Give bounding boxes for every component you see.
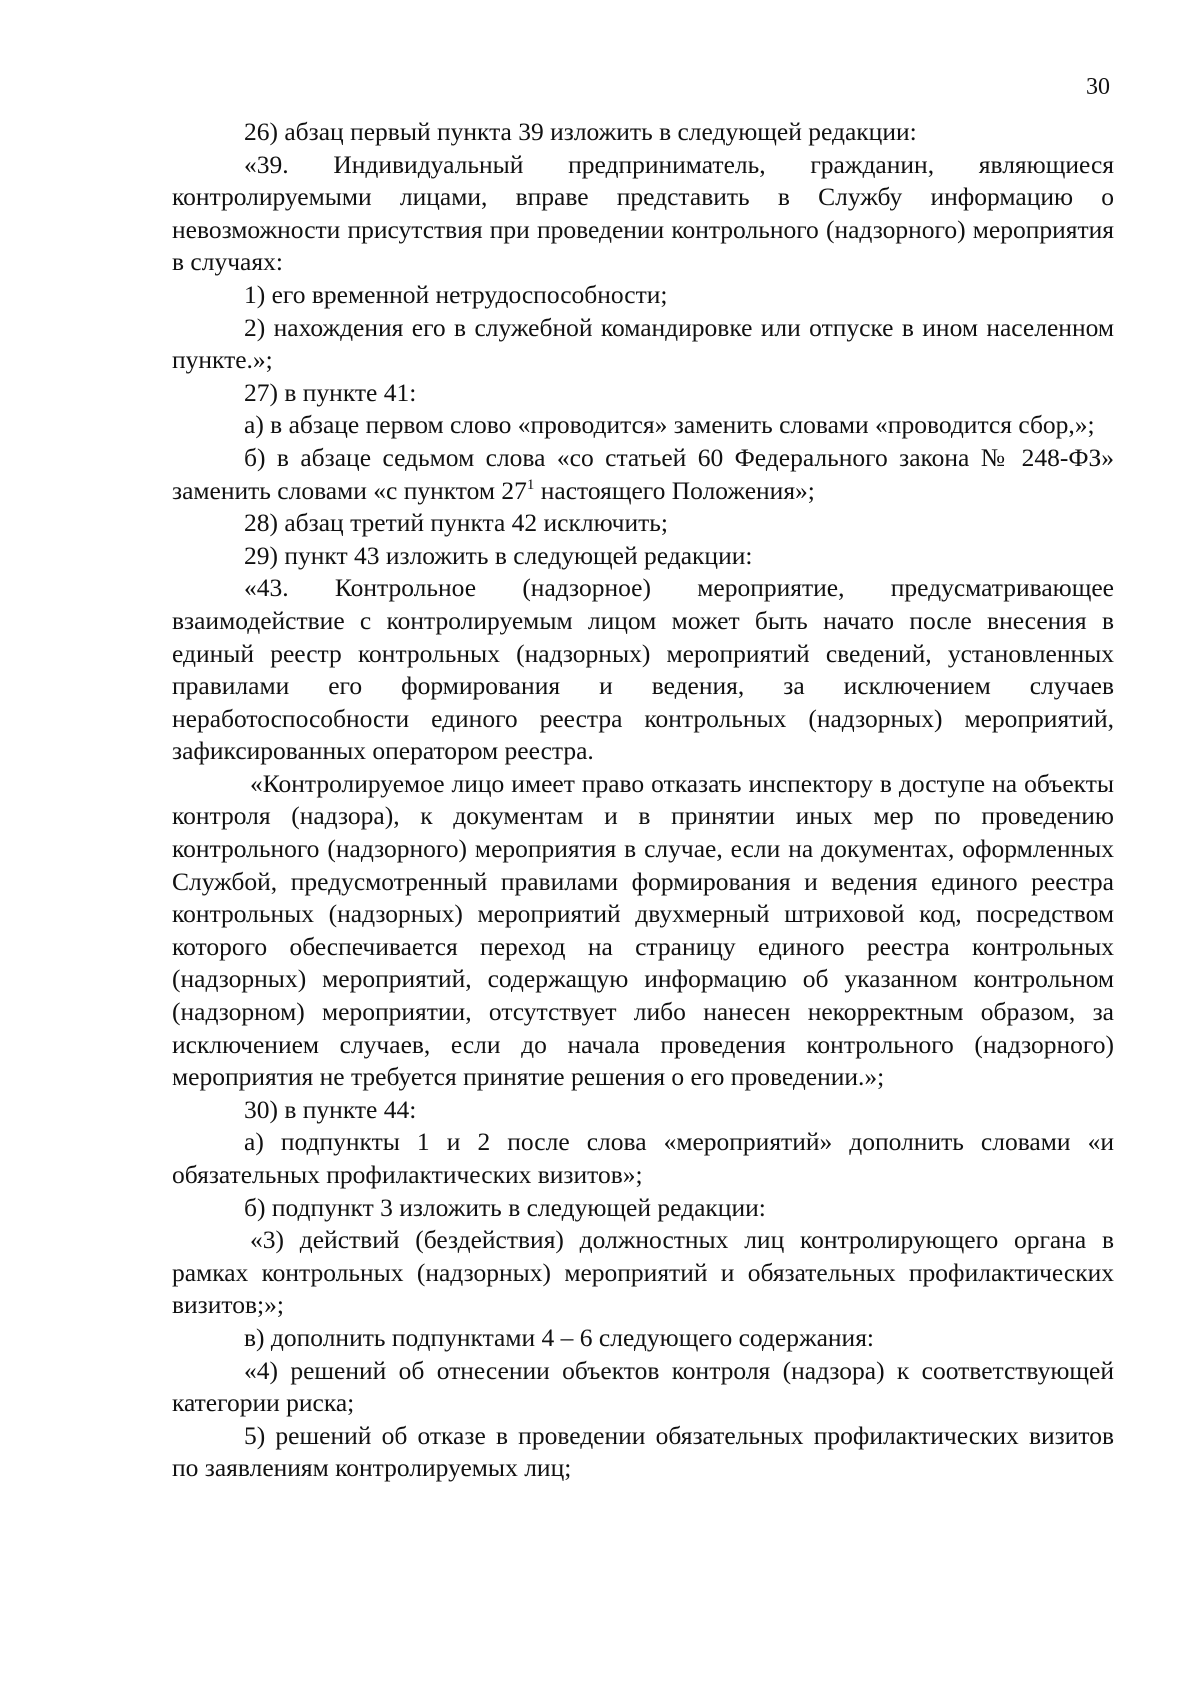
subitem-5: 5) решений об отказе в проведении обязательных профилактических визитов по заявлениям контролируемых лиц; xyxy=(172,1420,1114,1483)
subitem-b-text-end: настоящего Положения»; xyxy=(534,475,815,505)
paragraph-item-28: 28) абзац третий пункта 42 исключить; xyxy=(244,508,669,538)
document-body xyxy=(172,116,1114,1485)
page-number: 30 xyxy=(1086,74,1110,100)
quoted-paragraph-39: «39. Индивидуальный предприниматель, гражданин, являющиеся контролируемыми лицами, вправе представить в Службу информацию о невозможности присутствия при проведении контрольного (надзорного) мероприятия в случаях: xyxy=(172,149,1114,277)
subitem-b: б) подпункт 3 изложить в следующей редакции: xyxy=(244,1192,766,1222)
quoted-paragraph-43: «43. Контрольное (надзорное) мероприятие, предусматривающее взаимодействие с контролируемым лицом может быть начато после внесения в единый реестр контрольных (надзорных) мероприятий сведений, установленных правилами его формирования и ведения, за исключением случаев неработоспособности единого реестра контрольных (надзорных) мероприятий, зафиксированных оператором реестра. xyxy=(172,573,1114,766)
paragraph-item-29: 29) пункт 43 изложить в следующей редакции: xyxy=(244,540,753,570)
subitem-a: а) в абзаце первом слово «проводится» заменить словами «проводится сбор,»; xyxy=(244,410,1095,440)
paragraph-item-27: 27) в пункте 41: xyxy=(244,377,417,407)
footnote-superscript: 1 xyxy=(526,476,535,493)
subitem-v: в) дополнить подпунктами 4 – 6 следующего содержания: xyxy=(244,1322,875,1352)
quoted-subitem-3: «3) действий (бездействия) должностных лиц контролирующего органа в рамках контрольных (надзорных) мероприятий и обязательных профилактических визитов;»; xyxy=(172,1225,1114,1320)
subitem-a: а) подпункты 1 и 2 после слова «мероприятий» дополнить словами «и обязательных профилактических визитов»; xyxy=(172,1127,1114,1189)
subitem-b xyxy=(172,442,1114,507)
list-item-1: 1) его временной нетрудоспособности; xyxy=(244,279,668,309)
quoted-subitem-4: «4) решений об отнесении объектов контроля (надзора) к соответствующей категории риска; xyxy=(172,1355,1114,1418)
quoted-paragraph-controlled-person: «Контролируемое лицо имеет право отказать инспектору в доступе на объекты контроля (надзора), к документам и в принятии иных мер по проведению контрольного (надзорного) мероприятия в случае, если на документах, оформленных Службой, предусмотренный правилами формирования и ведения единого реестра контрольных (надзорных) мероприятий двухмерный штриховой код, посредством которого обеспечивается переход на страницу единого реестра контрольных (надзорных) мероприятий, содержащую информацию об указанном контрольном (надзорном) мероприятии, отсутствует либо нанесен некорректным образом, за исключением случаев, если до начала проведения контрольного (надзорного) мероприятия не требуется принятие решения о его проведении.»; xyxy=(172,768,1114,1092)
paragraph-item-30: 30) в пункте 44: xyxy=(244,1094,417,1124)
subitem-b-text: б) в абзаце седьмом слова «со статьей 60 Федерального закона № 248-ФЗ» заменить словами «с пунктом 27 xyxy=(172,442,1114,505)
list-item-2: 2) нахождения его в служебной командировке или отпуске в ином населенном пункте.»; xyxy=(172,312,1114,375)
paragraph-item-26: 26) абзац первый пункта 39 изложить в следующей редакции: xyxy=(244,117,917,146)
